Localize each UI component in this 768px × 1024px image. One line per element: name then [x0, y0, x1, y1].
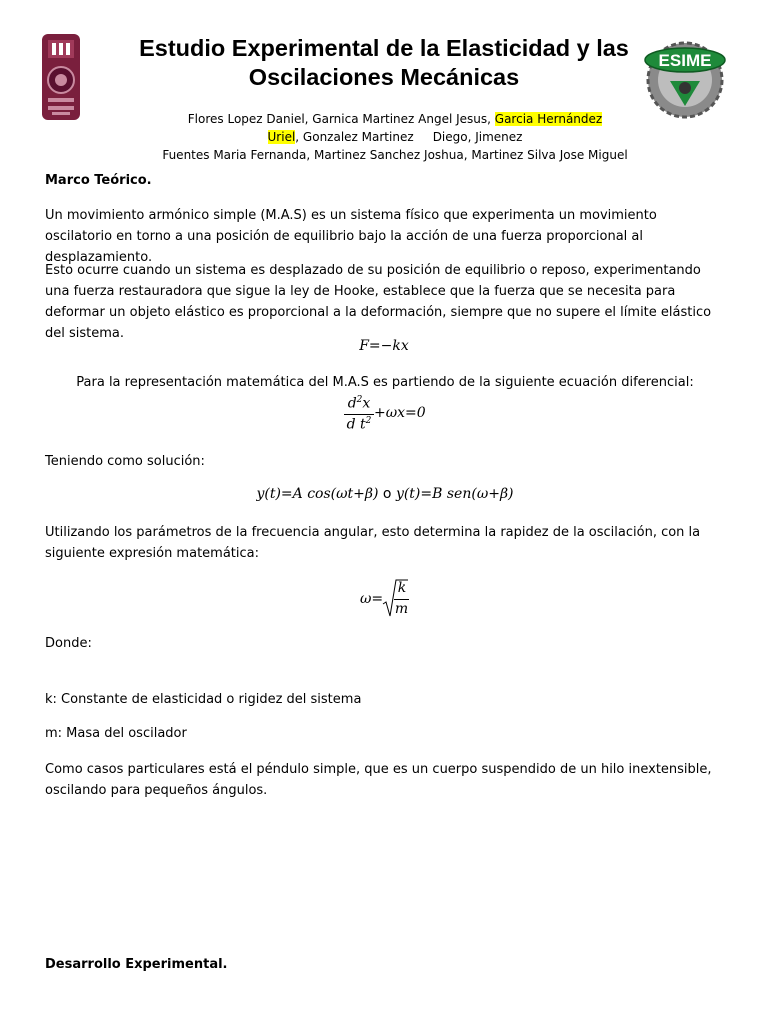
equation-differential-rest: +ωx=0	[374, 405, 426, 421]
title-line-1: Estudio Experimental de la Elasticidad y las	[139, 35, 629, 61]
definition-m: m: Masa del oscilador	[45, 726, 187, 741]
solution-cos: y(t)=A cos(ωt+β)	[256, 486, 379, 502]
paragraph-mas-definition: Un movimiento armónico simple (M.A.S) es un sistema físico que experimenta un movimiento oscilatorio en torno a una posición de equilibrio bajo la acción de una fuerza proporcional al desplazamiento.	[45, 208, 657, 265]
paragraph-simple-pendulum: Como casos particulares está el péndulo simple, que es un cuerpo suspendido de un hilo inextensible, oscilando para pequeños ángulos.	[45, 762, 712, 798]
omega-numerator: k	[397, 580, 407, 596]
marco-teorico-heading: Marco Teórico.	[45, 173, 152, 188]
document-title	[84, 34, 684, 92]
omega-denominator: m	[394, 601, 409, 617]
equation-hooke: F=−kx	[359, 338, 409, 354]
desarrollo-experimental-heading: Desarrollo Experimental.	[45, 957, 228, 972]
title-line-2: Oscilaciones Mecánicas	[248, 64, 520, 90]
paragraph-angular-frequency: Utilizando los parámetros de la frecuencia angular, esto determina la rapidez de la oscilación, con la siguiente expresión matemática:	[45, 525, 701, 561]
ipn-logo	[38, 32, 84, 122]
authors-list	[62, 110, 728, 164]
esime-logo-text: ESIME	[658, 51, 712, 70]
authors-line-1	[62, 110, 728, 146]
solution-sen: y(t)=B sen(ω+β)	[395, 486, 514, 502]
equation-omega	[358, 578, 418, 620]
equation-differential	[340, 393, 440, 437]
authors-text-after: , Gonzalez Martinez Diego, Jimenez	[295, 130, 523, 144]
omega-lhs: ω=	[360, 591, 384, 607]
authors-line-2: Fuentes Maria Fernanda, Martinez Sanchez Joshua, Martinez Silva Jose Miguel	[162, 148, 628, 162]
highlighted-author: Garcia Hernández Uriel	[267, 112, 603, 144]
equation-fraction-numerator: $d^2x$	[347, 395, 371, 412]
donde-label: Donde:	[45, 636, 92, 651]
equation-fraction-denominator: d $t^2$	[346, 416, 372, 433]
definition-k: k: Constante de elasticidad o rigidez del sistema	[45, 692, 362, 707]
paragraph-hooke: Esto ocurre cuando un sistema es desplazado de su posición de equilibrio o reposo, experimentando una fuerza restauradora que sigue la ley de Hooke, establece que la fuerza que se necesita para deformar un objeto elástico es proporcional a la deformación, siempre que no supere el límite elástico del sistema.	[45, 263, 712, 341]
fraction-bar	[344, 414, 374, 415]
equation-solution	[45, 486, 725, 502]
omega-fraction-bar	[394, 599, 409, 600]
paragraph-solution-intro: Teniendo como solución:	[45, 454, 205, 469]
solution-connector: o	[378, 486, 396, 502]
paragraph-differential-intro: Para la representación matemática del M.A.S es partiendo de la siguiente ecuación diferencial:	[76, 375, 694, 390]
authors-text-before: Flores Lopez Daniel, Garnica Martinez Angel Jesus,	[187, 112, 495, 126]
